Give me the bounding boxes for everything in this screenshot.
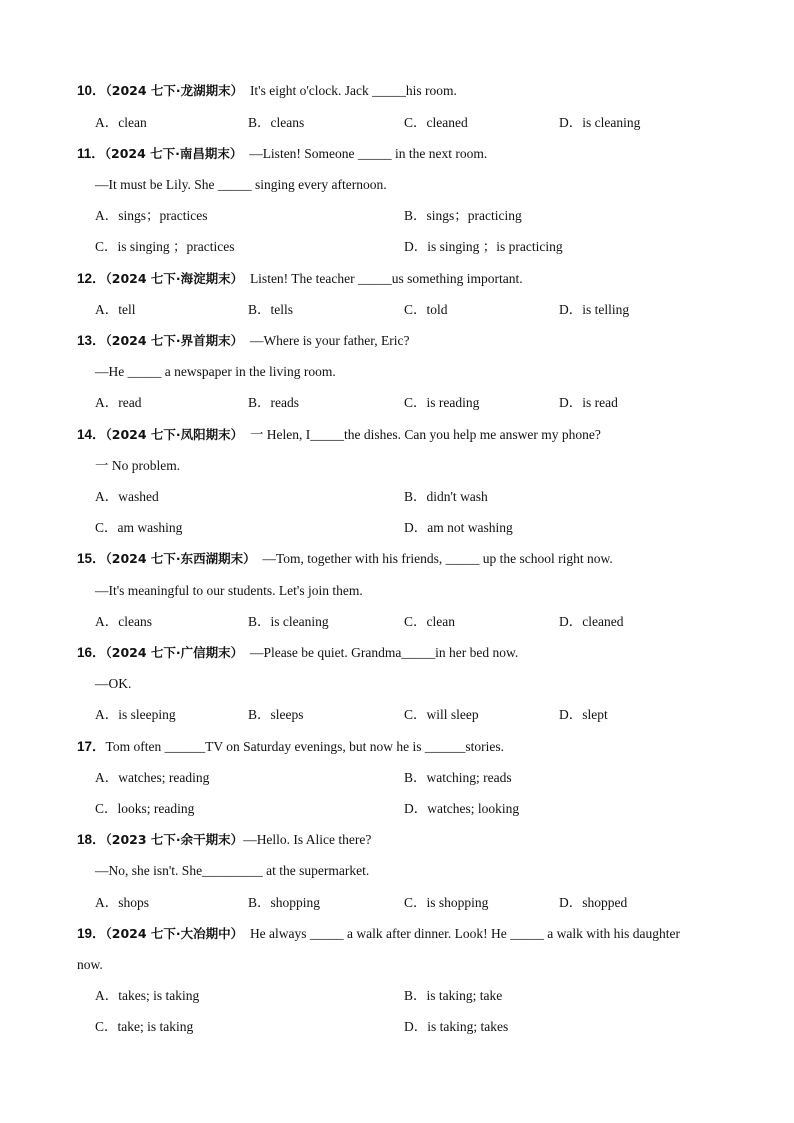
question-text: —Listen! Someone _____ in the next room. (249, 146, 488, 161)
question-number: 13． (77, 333, 106, 348)
option-b[interactable]: B．sings；practicing (404, 208, 522, 223)
question-12-stem (77, 270, 523, 288)
option-d[interactable]: D．is read (559, 395, 618, 410)
question-source: （2024 七下·龙湖期末） (105, 83, 244, 98)
option-c[interactable]: C．looks; reading (95, 801, 195, 816)
option-c[interactable]: C．is shopping (404, 895, 489, 910)
option-a[interactable]: A．is sleeping (95, 707, 176, 722)
option-c[interactable]: C．told (404, 302, 448, 317)
option-d[interactable]: D．is taking; takes (404, 1019, 509, 1034)
question-source: （2024 七下·广信期末） (105, 645, 244, 660)
option-a[interactable]: A．shops (95, 895, 150, 910)
option-d[interactable]: D．watches; looking (404, 801, 520, 816)
question-source: （2024 七下·大冶期中） (105, 926, 244, 941)
question-number: 17． (77, 739, 106, 754)
question-text: —Tom, together with his friends, _____ up the school right now. (262, 551, 613, 566)
question-18-stem (77, 831, 371, 849)
question-number: 18． (77, 832, 106, 847)
option-b[interactable]: B．watching; reads (404, 770, 512, 785)
option-a[interactable]: A．clean (95, 115, 147, 130)
option-b[interactable]: B．didn't wash (404, 489, 488, 504)
option-d[interactable]: D．cleaned (559, 614, 624, 629)
question-text: Tom often ______TV on Saturday evenings, but now he is ______stories. (105, 739, 505, 754)
option-c[interactable]: C．clean (404, 614, 455, 629)
question-number: 14． (77, 427, 106, 442)
question-text: —Hello. Is Alice there? (243, 832, 372, 847)
option-a[interactable]: A．sings；practices (95, 208, 208, 223)
question-10-stem (77, 82, 457, 100)
option-b[interactable]: B．is taking; take (404, 988, 503, 1003)
question-source: （2023 七下·余干期末） (105, 832, 244, 847)
question-number: 15． (77, 551, 106, 566)
question-text: —It's meaningful to our students. Let's join them. (95, 583, 363, 598)
question-text: —He _____ a newspaper in the living room. (95, 364, 336, 379)
question-16-stem (77, 644, 518, 662)
option-b[interactable]: B．is cleaning (248, 614, 329, 629)
question-17-stem (77, 738, 504, 756)
option-a[interactable]: A．tell (95, 302, 136, 317)
option-a[interactable]: A．cleans (95, 614, 152, 629)
question-text: Listen! The teacher _____us something important. (249, 271, 523, 286)
option-a[interactable]: A．watches; reading (95, 770, 210, 785)
question-number: 19． (77, 926, 106, 941)
question-text: He always _____ a walk after dinner. Look! He _____ a walk with his daughter (249, 926, 680, 941)
question-text: —Please be quiet. Grandma_____in her bed now. (249, 645, 519, 660)
question-number: 16． (77, 645, 106, 660)
option-d[interactable]: D．is telling (559, 302, 630, 317)
option-d[interactable]: D．shopped (559, 895, 628, 910)
option-a[interactable]: A．washed (95, 489, 159, 504)
question-source: （2024 七下·凤阳期末） (105, 427, 244, 442)
option-d[interactable]: D．is singing ；is practicing (404, 239, 563, 254)
question-text: —OK. (95, 676, 132, 691)
question-text: —Where is your father, Eric? (249, 333, 410, 348)
option-b[interactable]: B．reads (248, 395, 299, 410)
option-d[interactable]: D．slept (559, 707, 608, 722)
question-text: —No, she isn't. She_________ at the supermarket. (95, 863, 370, 878)
option-b[interactable]: B．shopping (248, 895, 321, 910)
question-source: （2024 七下·南昌期末） (104, 146, 243, 161)
question-text: 一 No problem. (95, 458, 181, 473)
question-text: —It must be Lily. She _____ singing every afternoon. (95, 177, 387, 192)
question-11-stem (77, 145, 487, 163)
question-13-stem (77, 332, 409, 350)
question-number: 12． (77, 271, 106, 286)
option-c[interactable]: C．cleaned (404, 115, 468, 130)
question-19-stem (77, 925, 680, 943)
option-c[interactable]: C．will sleep (404, 707, 479, 722)
question-14-stem (77, 426, 601, 444)
option-b[interactable]: B．tells (248, 302, 294, 317)
option-b[interactable]: B．sleeps (248, 707, 304, 722)
option-d[interactable]: D．is cleaning (559, 115, 641, 130)
question-text: It's eight o'clock. Jack _____his room. (249, 83, 457, 98)
question-source: （2024 七下·东西湖期末） (105, 551, 256, 566)
option-c[interactable]: C．take; is taking (95, 1019, 194, 1034)
question-number: 11． (77, 146, 105, 161)
option-c[interactable]: C．is singing ；practices (95, 239, 235, 254)
option-b[interactable]: B．cleans (248, 115, 305, 130)
question-text: 一 Helen, I_____the dishes. Can you help me answer my phone? (249, 427, 601, 442)
question-number: 10． (77, 83, 106, 98)
question-source: （2024 七下·海淀期末） (105, 271, 244, 286)
option-a[interactable]: A．takes; is taking (95, 988, 200, 1003)
option-a[interactable]: A．read (95, 395, 142, 410)
question-source: （2024 七下·界首期末） (105, 333, 244, 348)
option-c[interactable]: C．am washing (95, 520, 183, 535)
option-d[interactable]: D．am not washing (404, 520, 513, 535)
option-c[interactable]: C．is reading (404, 395, 480, 410)
question-text: now. (77, 957, 103, 972)
question-15-stem (77, 550, 613, 568)
